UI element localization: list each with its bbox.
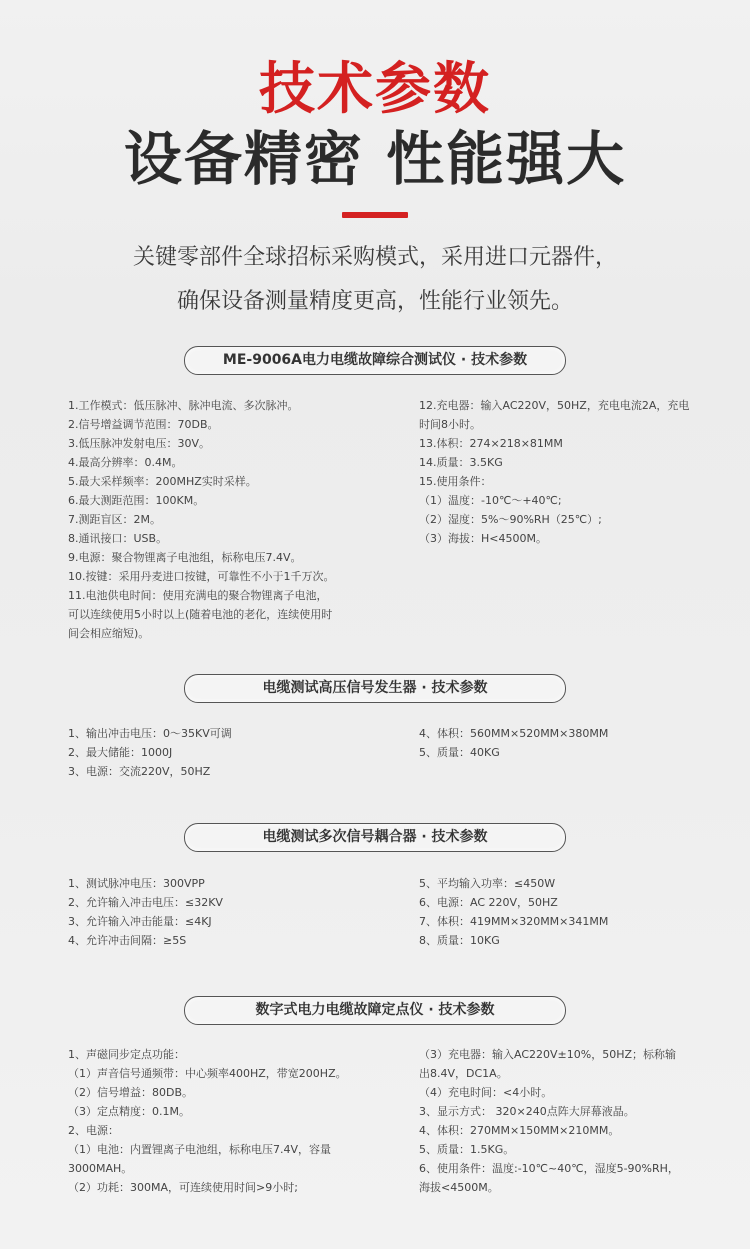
spec-line: 海拔<4500M。 — [419, 1181, 499, 1194]
locator-specs-right — [419, 1045, 679, 1197]
section-title-coupler: 电缆测试多次信号耦合器 · 技术参数 — [184, 823, 566, 852]
spec-line: 可以连续使用5小时以上(随着电池的老化，连续使用时 — [68, 608, 333, 621]
spec-line: 5、质量：1.5KG。 — [419, 1143, 515, 1156]
spec-line: 6、电源：AC 220V，50HZ — [419, 896, 558, 909]
spec-line: 7.测距盲区：2M。 — [68, 513, 161, 526]
spec-line: （3）定点精度：0.1M。 — [68, 1105, 190, 1118]
spec-line: （3）海拔：H<4500M。 — [419, 532, 547, 545]
spec-line: 时间8小时。 — [419, 418, 481, 431]
spec-line: 4、体积：560MM×520MM×380MM — [419, 727, 609, 740]
spec-line: 1.工作模式：低压脉冲、脉冲电流、多次脉冲。 — [68, 399, 299, 412]
page-subtitle: 设备精密 性能强大 — [123, 125, 627, 193]
spec-line: 1、输出冲击电压：0～35KV可调 — [68, 727, 232, 740]
spec-line: 8.通讯接口：USB。 — [68, 532, 168, 545]
spec-line: 间会相应缩短)。 — [68, 627, 150, 640]
spec-line: 2、允许输入冲击电压：≤32KV — [68, 896, 223, 909]
spec-line: （4）充电时间：<4小时。 — [419, 1086, 553, 1099]
spec-line: 11.电池供电时间：使用充满电的聚合物锂离子电池， — [68, 589, 328, 602]
fault-tester-specs-right — [419, 396, 689, 548]
spec-line: 3.低压脉冲发射电压：30V。 — [68, 437, 211, 450]
spec-line: 5、平均输入功率：≤450W — [419, 877, 556, 890]
spec-line: 8、质量：10KG — [419, 934, 500, 947]
spec-line: （2）湿度：5%～90%RH（25℃）; — [419, 513, 602, 526]
page-title: 技术参数 — [259, 57, 491, 122]
spec-line: 9.电源：聚合物锂离子电池组，标称电压7.4V。 — [68, 551, 302, 564]
spec-line: （1）温度：-10℃～+40℃; — [419, 494, 562, 507]
spec-line: 2、最大储能：1000J — [68, 746, 173, 759]
spec-line: （1）声音信号通频带：中心频率400HZ，带宽200HZ。 — [68, 1067, 347, 1080]
fault-tester-specs-left — [68, 396, 335, 643]
spec-line: 出8.4V，DC1A。 — [419, 1067, 508, 1080]
spec-line: 4、体积：270MM×150MM×210MM。 — [419, 1124, 620, 1137]
spec-line: 10.按键：采用丹麦进口按键，可靠性不小于1千万次。 — [68, 570, 335, 583]
intro-line-2: 确保设备测量精度更高，性能行业领先。 — [176, 289, 573, 314]
spec-line: 14.质量：3.5KG — [419, 456, 503, 469]
spec-line: 1、声磁同步定点功能： — [68, 1048, 185, 1061]
spec-line: 3、显示方式： 320×240点阵大屏幕液晶。 — [419, 1105, 635, 1118]
intro-line-1: 关键零部件全球招标采购模式，采用进口元器件， — [132, 245, 617, 270]
section-title-fault-tester: ME-9006A电力电缆故障综合测试仪 · 技术参数 — [184, 346, 566, 375]
spec-line: 4、允许冲击间隔：≥5S — [68, 934, 187, 947]
spec-line: （2）信号增益：80DB。 — [68, 1086, 194, 1099]
spec-line: 15.使用条件： — [419, 475, 492, 488]
spec-line: 6、使用条件：温度:-10℃~40℃，湿度5-90%RH， — [419, 1162, 679, 1175]
spec-line: 5、质量：40KG — [419, 746, 500, 759]
hv-generator-specs-right — [419, 724, 608, 762]
coupler-specs-right — [419, 874, 608, 950]
locator-specs-left — [68, 1045, 347, 1197]
spec-line: 7、体积：419MM×320MM×341MM — [419, 915, 609, 928]
spec-line: （3）充电器：输入AC220V±10%，50HZ；标称输 — [419, 1048, 677, 1061]
spec-line: 5.最大采样频率：200MHZ实时采样。 — [68, 475, 257, 488]
section-title-hv-generator: 电缆测试高压信号发生器 · 技术参数 — [184, 674, 566, 703]
spec-line: 4.最高分辨率：0.4M。 — [68, 456, 183, 469]
hv-generator-specs-left — [68, 724, 232, 781]
spec-line: 2、电源： — [68, 1124, 119, 1137]
spec-line: 6.最大测距范围：100KM。 — [68, 494, 205, 507]
title-accent-bar — [342, 212, 408, 218]
section-title-locator: 数字式电力电缆故障定点仪 · 技术参数 — [184, 996, 566, 1025]
spec-line: 13.体积：274×218×81MM — [419, 437, 563, 450]
spec-line: 1、测试脉冲电压：300VPP — [68, 877, 205, 890]
spec-line: 3000MAH。 — [68, 1162, 133, 1175]
spec-line: 12.充电器：输入AC220V，50HZ，充电电流2A，充电 — [419, 399, 690, 412]
spec-line: （1）电池：内置锂离子电池组，标称电压7.4V，容量 — [68, 1143, 332, 1156]
spec-line: 2.信号增益调节范围：70DB。 — [68, 418, 219, 431]
spec-line: （2）功耗：300MA，可连续使用时间>9小时; — [68, 1181, 298, 1194]
spec-line: 3、电源：交流220V，50HZ — [68, 765, 211, 778]
coupler-specs-left — [68, 874, 223, 950]
spec-line: 3、允许输入冲击能量：≤4KJ — [68, 915, 212, 928]
